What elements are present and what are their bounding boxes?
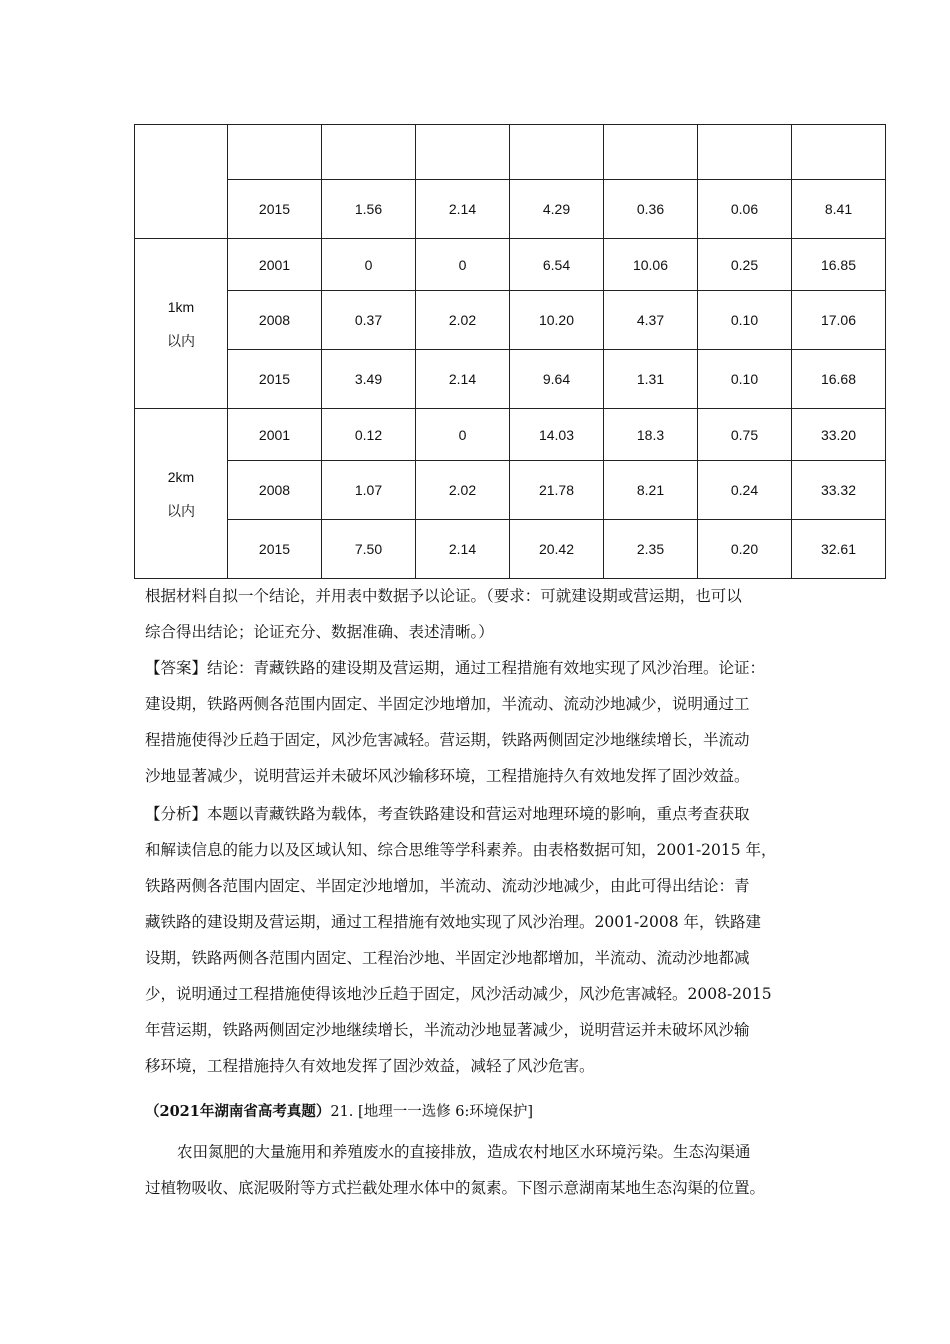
table-cell: 10.20	[510, 291, 604, 350]
table-cell: 33.32	[792, 461, 886, 520]
table-row	[135, 409, 886, 461]
table-cell: 0	[416, 239, 510, 291]
table-cell: 4.37	[604, 291, 698, 350]
analysis-line: 和解读信息的能力以及区域认知、综合思维等学科素养。由表格数据可知，2001-2015 年，	[145, 841, 777, 859]
table-cell: 8.41	[792, 180, 886, 239]
table-cell: 9.64	[510, 350, 604, 409]
table-row	[135, 125, 886, 180]
analysis-line: 设期，铁路两侧各范围内固定、工程治沙地、半固定沙地都增加，半流动、流动沙地都减	[145, 949, 750, 967]
table-cell-year: 2001	[228, 239, 322, 291]
table-cell-group-1km	[135, 239, 228, 409]
table-cell: 14.03	[510, 409, 604, 461]
table-cell-group	[135, 125, 228, 239]
table-cell: 0.12	[322, 409, 416, 461]
analysis-line: 藏铁路的建设期及营运期，通过工程措施有效地实现了风沙治理。2001-2008 年，铁路建	[145, 913, 762, 931]
table-cell-group-2km	[135, 409, 228, 579]
table-row	[135, 291, 886, 350]
table-cell: 2.14	[416, 180, 510, 239]
analysis-line: 铁路两侧各范围内固定、半固定沙地增加，半流动、流动沙地减少，由此可得出结论：青	[145, 877, 750, 895]
table-cell: 0.06	[698, 180, 792, 239]
answer-block	[145, 650, 825, 794]
answer-line: 程措施使得沙丘趋于固定，风沙危害减轻。营运期，铁路两侧固定沙地继续增长，半流动	[145, 731, 750, 749]
table-cell: 16.85	[792, 239, 886, 291]
analysis-line: 少，说明通过工程措施使得该地沙丘趋于固定，风沙活动减少，风沙危害减轻。2008-2015	[145, 985, 772, 1003]
table-cell: 0	[322, 239, 416, 291]
paragraph-line: 农田氮肥的大量施用和养殖废水的直接排放，造成农村地区水环境污染。生态沟渠通	[177, 1143, 751, 1161]
table-cell	[792, 125, 886, 180]
table-cell: 7.50	[322, 520, 416, 579]
next-question-header	[145, 1100, 533, 1121]
table-cell: 17.06	[792, 291, 886, 350]
table-cell: 21.78	[510, 461, 604, 520]
table-cell-year: 2015	[228, 180, 322, 239]
table-cell-year: 2008	[228, 461, 322, 520]
table-cell: 0.20	[698, 520, 792, 579]
table-cell	[698, 125, 792, 180]
question-source: （2021年湖南省高考真题）	[145, 1103, 331, 1120]
table-cell: 0.36	[604, 180, 698, 239]
table-cell-year: 2001	[228, 409, 322, 461]
table-cell: 0.37	[322, 291, 416, 350]
table-cell: 16.68	[792, 350, 886, 409]
table-row	[135, 180, 886, 239]
answer-line: 建设期，铁路两侧各范围内固定、半固定沙地增加，半流动、流动沙地减少，说明通过工	[145, 695, 750, 713]
table-cell: 1.56	[322, 180, 416, 239]
sand-land-table	[134, 124, 886, 579]
table-cell-year: 2008	[228, 291, 322, 350]
table-cell	[322, 125, 416, 180]
table-cell: 3.49	[322, 350, 416, 409]
table-cell: 1.07	[322, 461, 416, 520]
table-cell	[510, 125, 604, 180]
paragraph-line: 过植物吸收、底泥吸附等方式拦截处理水体中的氮素。下图示意湖南某地生态沟渠的位置。	[145, 1179, 766, 1197]
table-cell-year: 2015	[228, 520, 322, 579]
table-cell	[604, 125, 698, 180]
table-cell: 0.10	[698, 291, 792, 350]
group-label: 以内	[167, 332, 195, 349]
table-cell: 0.10	[698, 350, 792, 409]
group-label: 以内	[167, 502, 195, 519]
analysis-line: 年营运期，铁路两侧固定沙地继续增长，半流动沙地显著减少，说明营运并未破坏风沙输	[145, 1021, 750, 1039]
table-row	[135, 350, 886, 409]
question-line: 根据材料自拟一个结论，并用表中数据予以论证。（要求：可就建设期或营运期，也可以	[145, 587, 742, 605]
table-row	[135, 461, 886, 520]
table-cell: 0	[416, 409, 510, 461]
analysis-line: 移环境，工程措施持久有效地发挥了固沙效益，减轻了风沙危害。	[145, 1057, 595, 1075]
answer-line: 【答案】结论：青藏铁路的建设期及营运期，通过工程措施有效地实现了风沙治理。论证：	[145, 659, 766, 677]
table-cell: 18.3	[604, 409, 698, 461]
table-cell: 0.25	[698, 239, 792, 291]
table-cell: 2.14	[416, 350, 510, 409]
table-cell: 10.06	[604, 239, 698, 291]
question-text	[145, 578, 825, 650]
table-cell: 2.14	[416, 520, 510, 579]
table-cell: 1.31	[604, 350, 698, 409]
table-cell-year	[228, 125, 322, 180]
table-cell: 8.21	[604, 461, 698, 520]
table-cell: 0.75	[698, 409, 792, 461]
analysis-block	[145, 796, 825, 1084]
analysis-line: 【分析】本题以青藏铁路为载体，考查铁路建设和营运对地理环境的影响，重点考查获取	[145, 805, 750, 823]
question-topic: [地理一一选修 6:环境保护]	[358, 1104, 534, 1120]
table-row	[135, 520, 886, 579]
table-cell: 0.24	[698, 461, 792, 520]
group-label: 1km	[167, 298, 195, 315]
table-cell-year: 2015	[228, 350, 322, 409]
answer-line: 沙地显著减少，说明营运并未破坏风沙输移环境，工程措施持久有效地发挥了固沙效益。	[145, 767, 750, 785]
table-cell: 33.20	[792, 409, 886, 461]
table-cell: 4.29	[510, 180, 604, 239]
table-cell: 6.54	[510, 239, 604, 291]
question-number: 21.	[330, 1104, 354, 1120]
question-line: 综合得出结论；论证充分、数据准确、表述清晰。）	[145, 623, 494, 641]
table-cell: 2.02	[416, 461, 510, 520]
group-label: 2km	[167, 468, 195, 485]
next-question-paragraph	[145, 1134, 765, 1206]
table-cell	[416, 125, 510, 180]
table-cell: 2.35	[604, 520, 698, 579]
table-cell: 32.61	[792, 520, 886, 579]
table-cell: 20.42	[510, 520, 604, 579]
table-cell: 2.02	[416, 291, 510, 350]
table-row	[135, 239, 886, 291]
